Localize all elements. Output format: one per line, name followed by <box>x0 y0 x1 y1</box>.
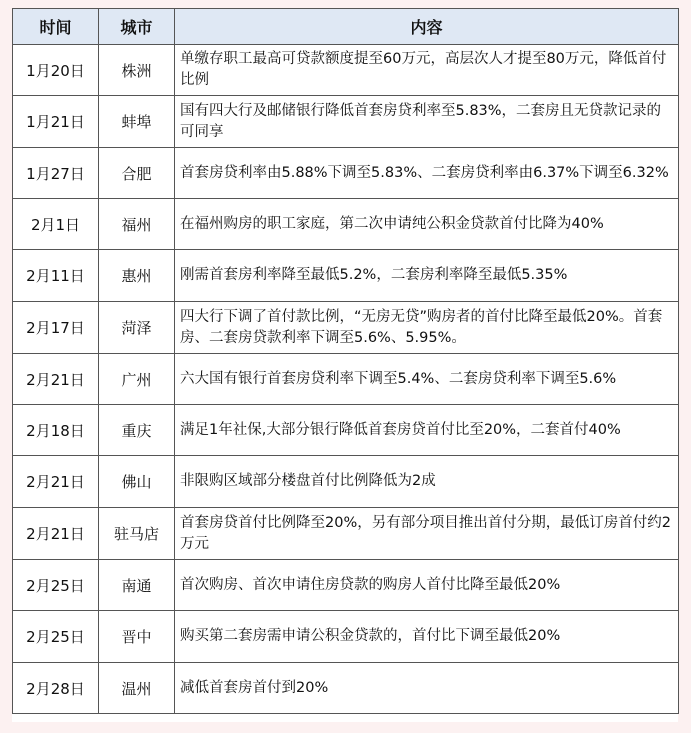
row-content: 六大国有银行首套房贷利率下调至5.4%、二套房贷利率下调至5.6% <box>175 354 679 405</box>
row-content: 减低首套房首付到20% <box>175 663 679 714</box>
row-date: 2月25日 <box>13 560 99 611</box>
header-time: 时间 <box>13 9 99 45</box>
row-date: 2月28日 <box>13 663 99 714</box>
row-date: 2月21日 <box>13 456 99 508</box>
row-city: 菏泽 <box>99 302 175 354</box>
row-city: 株洲 <box>99 45 175 96</box>
row-date: 2月18日 <box>13 405 99 456</box>
row-city: 蚌埠 <box>99 96 175 148</box>
table-row <box>13 302 679 354</box>
row-city: 佛山 <box>99 456 175 508</box>
table-row <box>13 250 679 302</box>
row-city: 合肥 <box>99 148 175 199</box>
table-row <box>13 560 679 611</box>
table-row <box>13 354 679 405</box>
row-content: 单缴存职工最高可贷款额度提至60万元，高层次人才提至80万元，降低首付比例 <box>175 45 679 96</box>
row-content: 非限购区域部分楼盘首付比例降低为2成 <box>175 456 679 508</box>
row-city: 温州 <box>99 663 175 714</box>
policy-table-container <box>12 8 678 722</box>
row-content: 在福州购房的职工家庭，第二次申请纯公积金贷款首付比降为40% <box>175 199 679 250</box>
row-content: 首套房贷首付比例降至20%，另有部分项目推出首付分期，最低订房首付约2万元 <box>175 508 679 560</box>
table-row <box>13 456 679 508</box>
row-date: 1月20日 <box>13 45 99 96</box>
table-header-row <box>13 9 679 45</box>
row-content: 购买第二套房需申请公积金贷款的，首付比下调至最低20% <box>175 611 679 663</box>
table-row <box>13 148 679 199</box>
row-content: 首套房贷利率由5.88%下调至5.83%、二套房贷利率由6.37%下调至6.32% <box>175 148 679 199</box>
row-city: 驻马店 <box>99 508 175 560</box>
header-content: 内容 <box>175 9 679 45</box>
policy-table <box>12 8 679 714</box>
header-city: 城市 <box>99 9 175 45</box>
row-content: 四大行下调了首付款比例，“无房无贷”购房者的首付比降至最低20%。首套房、二套房贷款利率下调至5.6%、5.95%。 <box>175 302 679 354</box>
row-city: 广州 <box>99 354 175 405</box>
row-content: 刚需首套房利率降至最低5.2%，二套房利率降至最低5.35% <box>175 250 679 302</box>
row-content: 首次购房、首次申请住房贷款的购房人首付比降至最低20% <box>175 560 679 611</box>
row-city: 晋中 <box>99 611 175 663</box>
row-content: 满足1年社保,大部分银行降低首套房贷首付比至20%，二套首付40% <box>175 405 679 456</box>
row-city: 惠州 <box>99 250 175 302</box>
row-date: 2月25日 <box>13 611 99 663</box>
row-date: 2月1日 <box>13 199 99 250</box>
row-date: 2月21日 <box>13 354 99 405</box>
row-date: 1月27日 <box>13 148 99 199</box>
table-row <box>13 405 679 456</box>
table-row <box>13 508 679 560</box>
row-content: 国有四大行及邮储银行降低首套房贷利率至5.83%，二套房且无贷款记录的可同享 <box>175 96 679 148</box>
row-date: 2月11日 <box>13 250 99 302</box>
table-row <box>13 611 679 663</box>
table-row <box>13 45 679 96</box>
table-row <box>13 663 679 714</box>
row-date: 2月17日 <box>13 302 99 354</box>
table-row <box>13 199 679 250</box>
row-date: 1月21日 <box>13 96 99 148</box>
table-row <box>13 96 679 148</box>
row-city: 重庆 <box>99 405 175 456</box>
row-date: 2月21日 <box>13 508 99 560</box>
row-city: 南通 <box>99 560 175 611</box>
row-city: 福州 <box>99 199 175 250</box>
